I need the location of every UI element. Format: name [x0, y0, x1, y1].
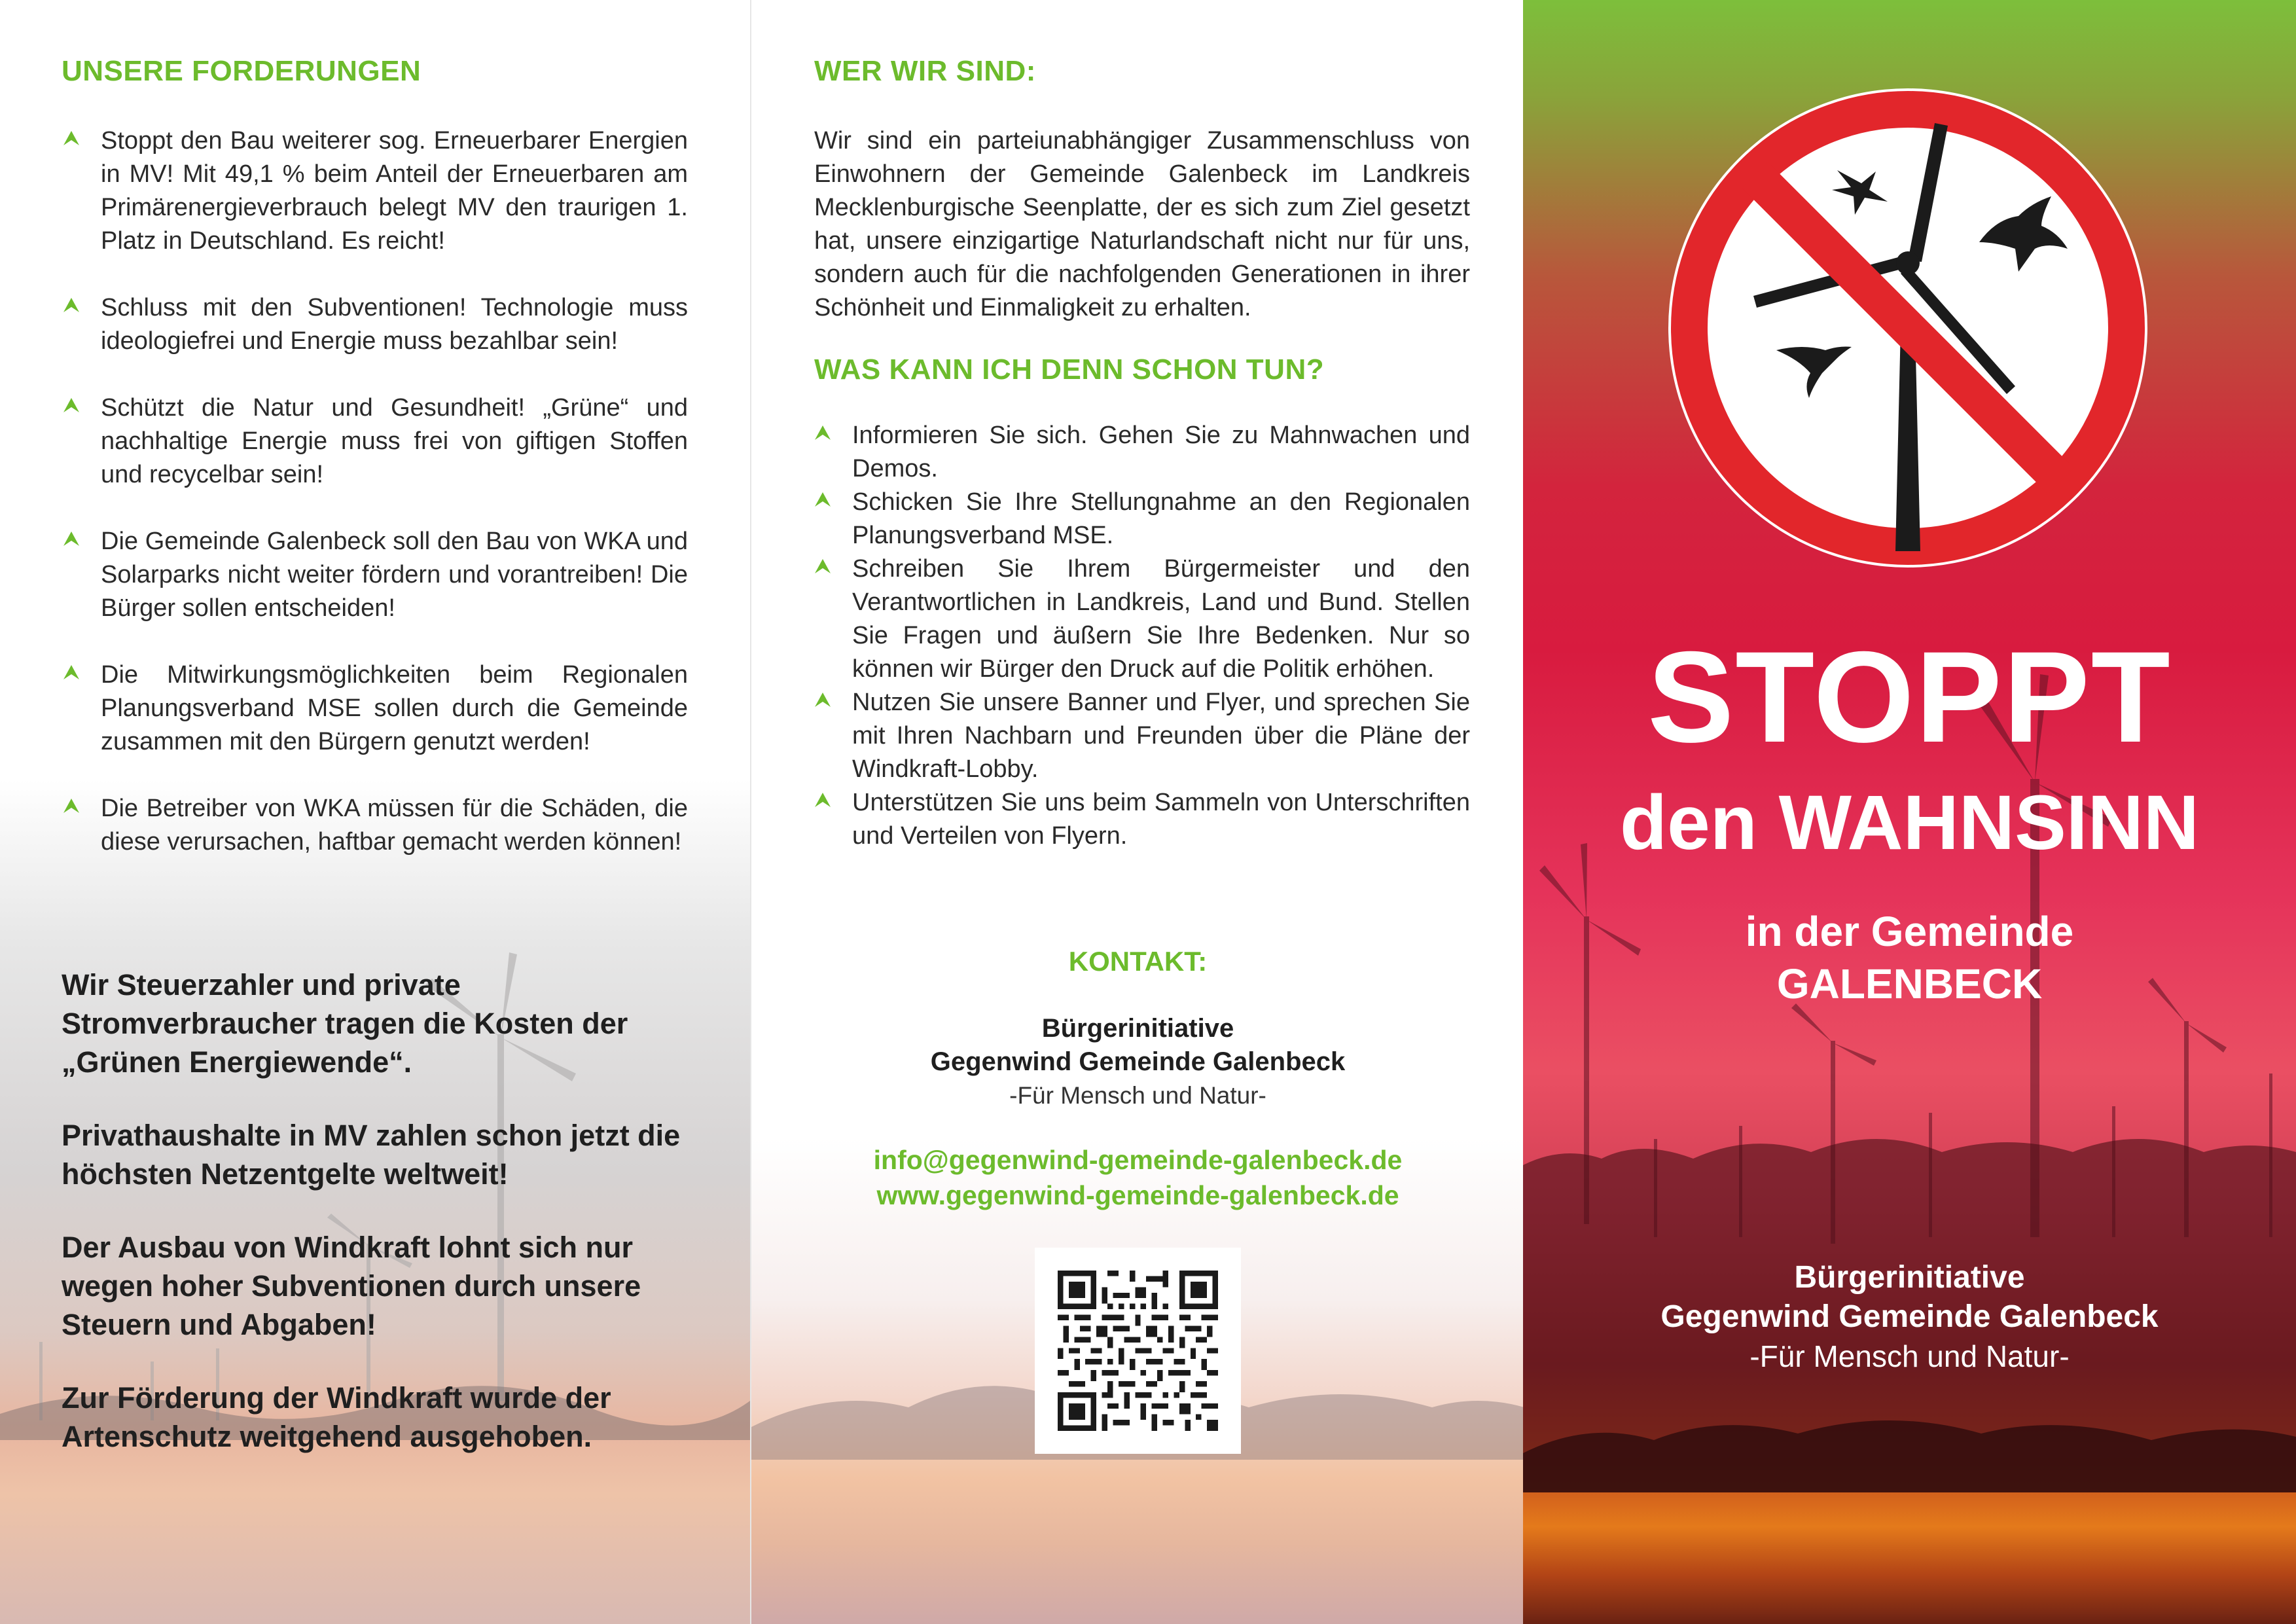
- who-heading: WER WIR SIND:: [814, 55, 1036, 87]
- qr-code-icon: [1058, 1271, 1218, 1431]
- list-item: [63, 792, 688, 859]
- demand-text: Schützt die Natur und Gesundheit! „Grüne“ und nachhaltige Energie muss frei von giftigen Stoffen und recycelbar sein!: [101, 394, 688, 488]
- contact-org: [751, 1012, 1524, 1112]
- contact-email-link[interactable]: info@gegenwind-gemeinde-galenbeck.de: [873, 1145, 1403, 1175]
- panel-about: [750, 0, 1524, 1624]
- demand-text: Die Gemeinde Galenbeck soll den Bau von WKA und Solarparks nicht weiter fördern und vorantreiben! Die Bürger sollen entscheiden!: [101, 528, 688, 622]
- cover-subtitle-gemeinde: in der Gemeinde: [1745, 908, 2074, 955]
- actions-list: [814, 419, 1470, 853]
- cover-org-line2: Gegenwind Gemeinde Galenbeck: [1660, 1299, 2159, 1334]
- green-chevron-up-icon: [814, 558, 831, 575]
- green-chevron-up-icon: [63, 130, 80, 147]
- green-chevron-up-icon: [814, 424, 831, 441]
- list-item: [63, 124, 688, 258]
- list-item: [63, 291, 688, 358]
- list-item: [63, 391, 688, 492]
- cover-tagline: -Für Mensch und Natur-: [1749, 1339, 2070, 1373]
- green-chevron-up-icon: [63, 797, 80, 814]
- demand-text: Die Betreiber von WKA müssen für die Schäden, die diese verursachen, haftbar gemacht werden können!: [101, 795, 688, 856]
- list-item: [814, 486, 1470, 552]
- demands-list: [63, 124, 688, 892]
- contact-tagline: -Für Mensch und Natur-: [1009, 1082, 1266, 1109]
- list-item: [814, 786, 1470, 853]
- contact-block: [751, 946, 1524, 977]
- green-chevron-up-icon: [814, 691, 831, 708]
- qr-code[interactable]: [1035, 1248, 1241, 1454]
- cover-subtitle-galenbeck: GALENBECK: [1776, 960, 2043, 1007]
- contact-links: [751, 1142, 1524, 1213]
- contact-website-link[interactable]: www.gegenwind-gemeinde-galenbeck.de: [876, 1180, 1399, 1210]
- contact-heading: KONTAKT:: [1068, 946, 1208, 977]
- green-chevron-up-icon: [63, 297, 80, 314]
- demands-heading: UNSERE FORDERUNGEN: [62, 55, 422, 87]
- fact-text: Zur Förderung der Windkraft wurde der Artenschutz weitgehend ausgehoben.: [62, 1381, 611, 1453]
- list-item: [63, 659, 688, 759]
- demand-text: Schluss mit den Subventionen! Technologie muss ideologiefrei und Energie muss bezahlbar sein!: [101, 294, 688, 355]
- facts-block: [62, 965, 691, 1490]
- panel-demands: [0, 0, 750, 1624]
- green-chevron-up-icon: [814, 791, 831, 808]
- fact-text: Wir Steuerzahler und private Stromverbraucher tragen die Kosten der „Grünen Energiewende“.: [62, 968, 628, 1079]
- list-item: [63, 525, 688, 625]
- fact-text: Privathaushalte in MV zahlen schon jetzt die höchsten Netzentgelte weltweit!: [62, 1119, 681, 1191]
- list-item: [814, 419, 1470, 486]
- green-chevron-up-icon: [814, 491, 831, 508]
- green-chevron-up-icon: [63, 664, 80, 681]
- cover-org-line1: Bürgerinitiative: [1794, 1260, 2025, 1295]
- green-chevron-up-icon: [63, 530, 80, 547]
- fact-text: Der Ausbau von Windkraft lohnt sich nur wegen hoher Subventionen durch unsere Steuern und Abgaben!: [62, 1231, 641, 1341]
- contact-org-line2: Gegenwind Gemeinde Galenbeck: [930, 1047, 1346, 1076]
- action-text: Schicken Sie Ihre Stellungnahme an den Regionalen Planungsverband MSE.: [852, 488, 1470, 549]
- no-wind-turbine-sign-icon: [1665, 85, 2151, 571]
- todo-heading: WAS KANN ICH DENN SCHON TUN?: [814, 353, 1325, 386]
- action-text: Unterstützen Sie uns beim Sammeln von Unterschriften und Verteilen von Flyern.: [852, 789, 1470, 850]
- demand-text: Stoppt den Bau weiterer sog. Erneuerbarer Energien in MV! Mit 49,1 % beim Anteil der Erneuerbaren am Primärenergieverbrauch belegt MV den traurigen 1. Platz in Deutschland. Es reicht!: [101, 127, 688, 255]
- list-item: [814, 552, 1470, 686]
- cover-title-stoppt: STOPPT: [1647, 624, 2172, 769]
- cover-organization: [1523, 1258, 2296, 1376]
- contact-org-line1: Bürgerinitiative: [1041, 1014, 1234, 1043]
- action-text: Schreiben Sie Ihrem Bürgermeister und den Verantwortlichen in Landkreis, Land und Bund. Stellen Sie Fragen und äußern Sie Ihre Bedenken. Nur so können wir Bürger den Druck auf die Politik erhöhen.: [852, 555, 1470, 683]
- cover-title-wahnsinn: den WAHNSINN: [1620, 780, 2199, 866]
- who-text: Wir sind ein parteiunabhängiger Zusammenschluss von Einwohnern der Gemeinde Galenbeck im Landkreis Mecklenburgische Seenplatte, der es sich zum Ziel gesetzt hat, unsere einzigartige Naturlandschaft nicht nur für uns, sondern auch für die nachfolgenden Generationen in ihrer Schönheit und Einmaligkeit zu erhalten.: [814, 127, 1470, 321]
- panel-cover: [1523, 0, 2296, 1624]
- action-text: Nutzen Sie unsere Banner und Flyer, und sprechen Sie mit Ihren Nachbarn und Freunden über die Pläne der Windkraft-Lobby.: [852, 689, 1470, 783]
- action-text: Informieren Sie sich. Gehen Sie zu Mahnwachen und Demos.: [852, 422, 1470, 482]
- demand-text: Die Mitwirkungsmöglichkeiten beim Regionalen Planungsverband MSE sollen durch die Gemeinde zusammen mit den Bürgern genutzt werden!: [101, 661, 688, 755]
- list-item: [814, 686, 1470, 786]
- green-chevron-up-icon: [63, 397, 80, 414]
